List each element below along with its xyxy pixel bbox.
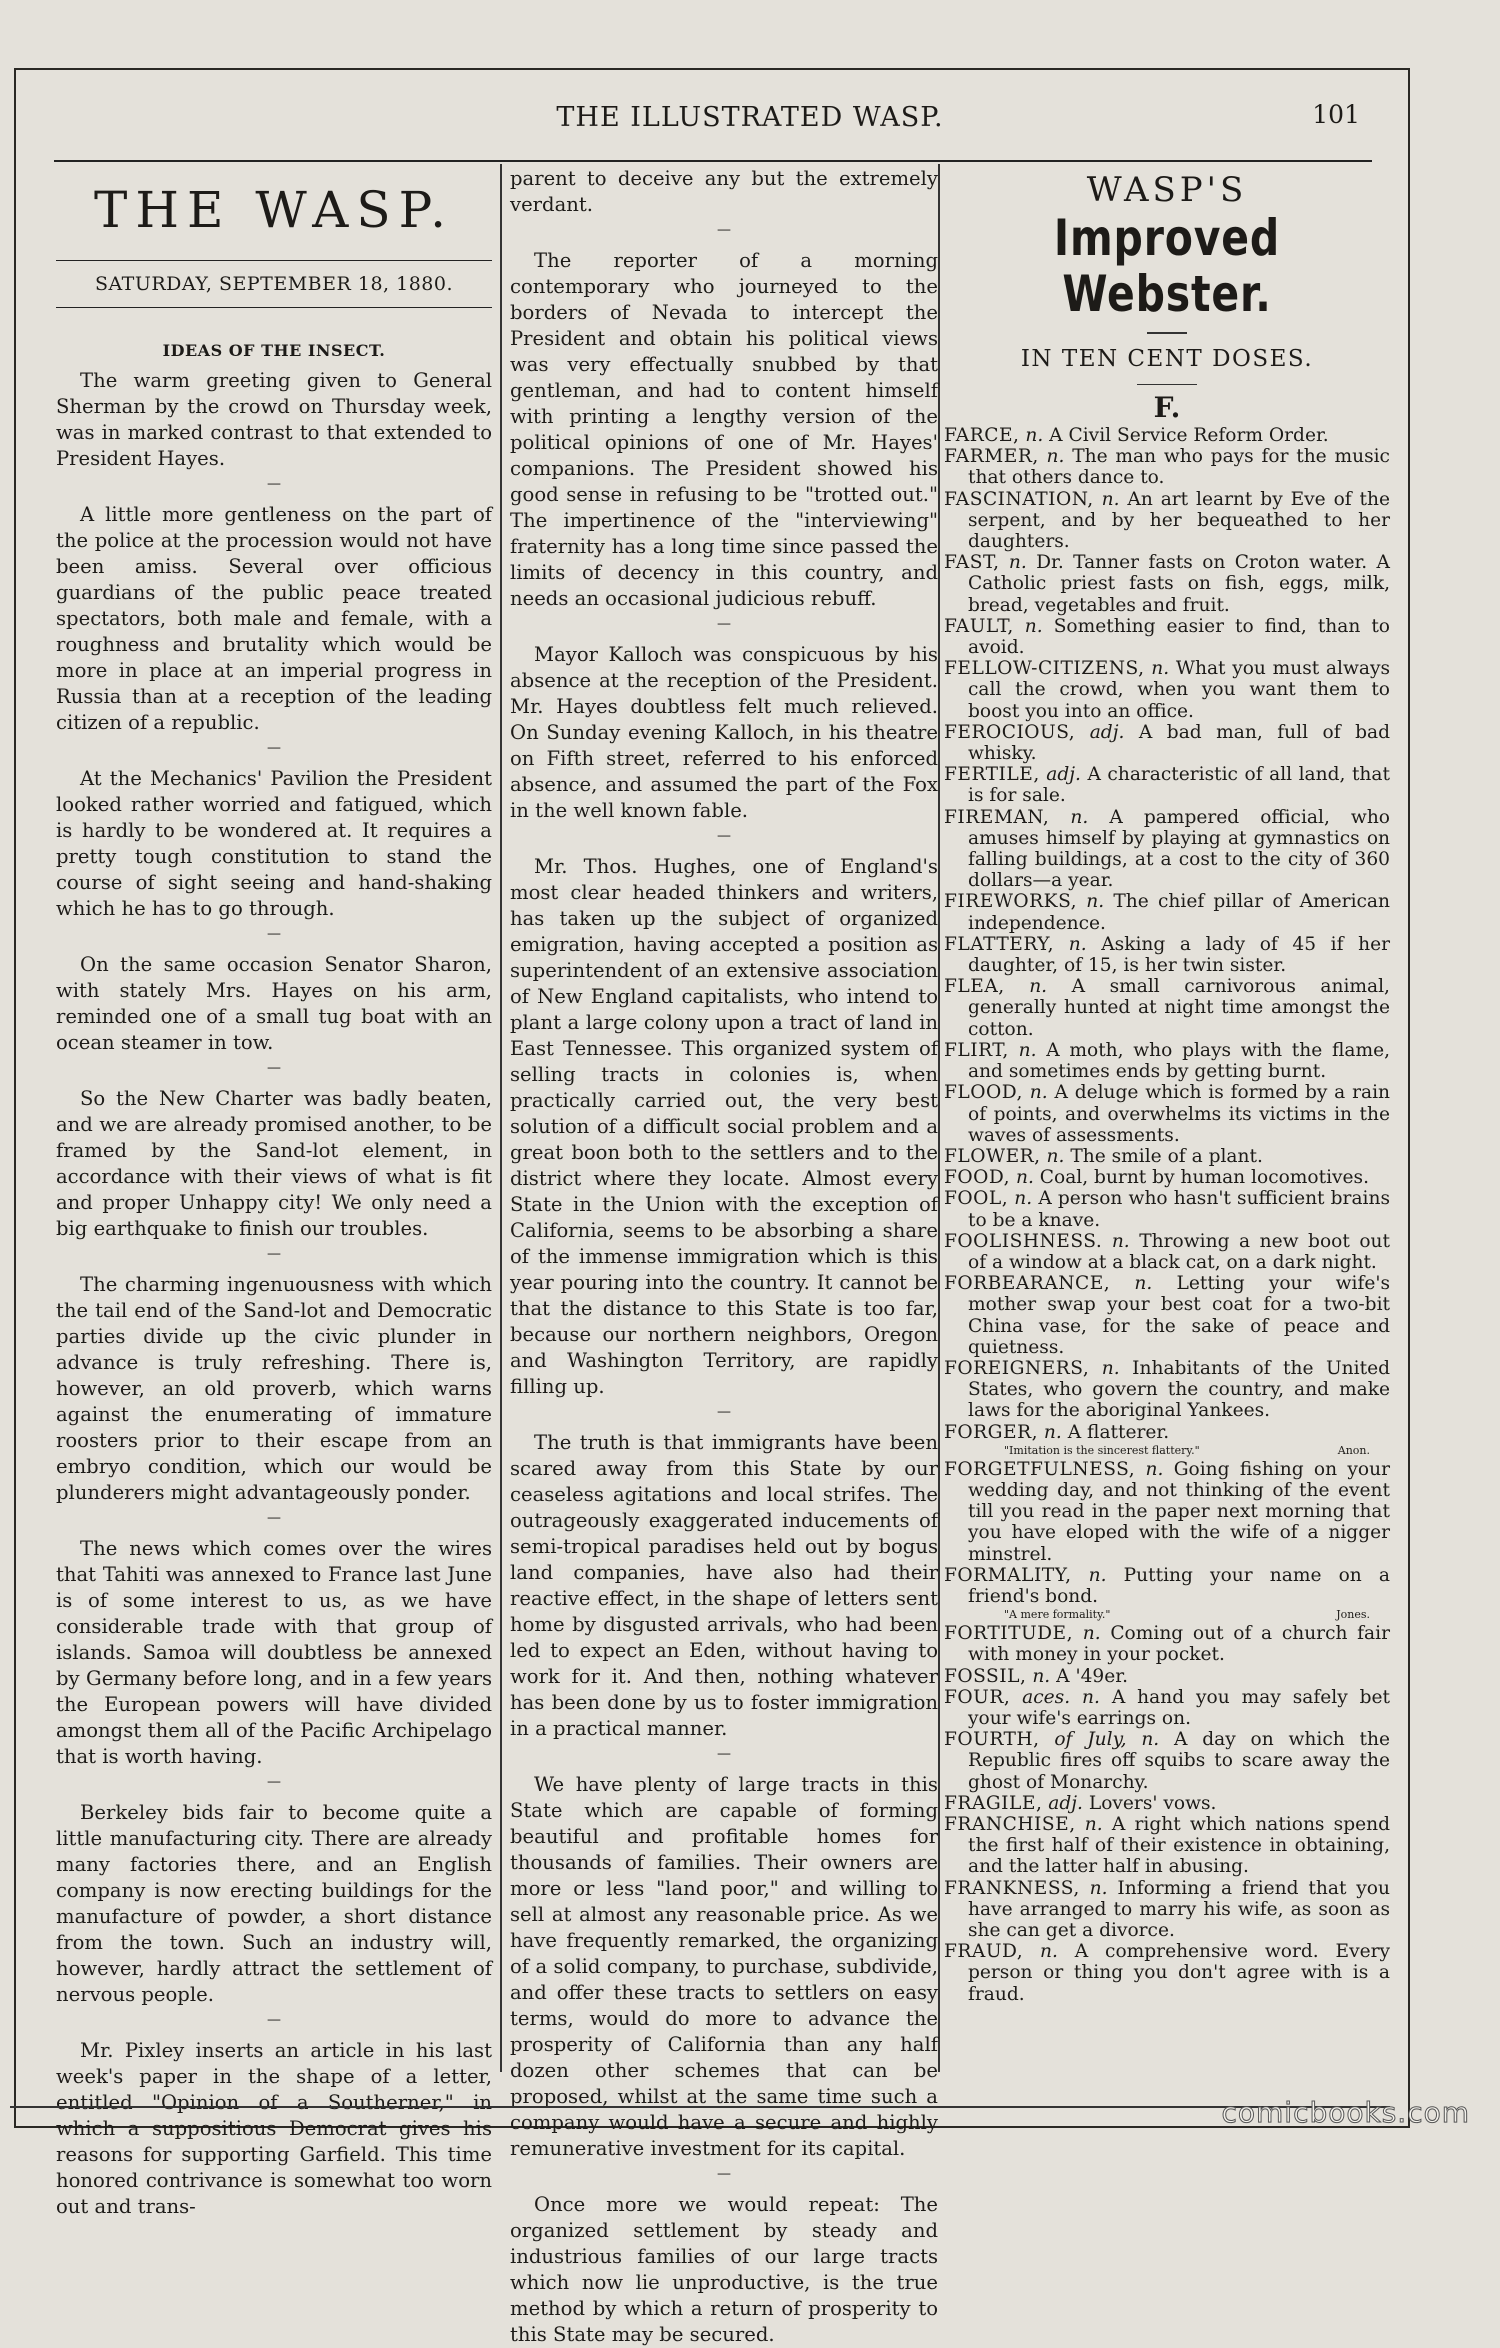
paragraph: On the same occasion Senator Sharon, with stately Mrs. Hayes on his arm, reminded one of a small tug boat with an ocean steamer in tow.: [56, 953, 492, 1054]
separator-dash: —: [267, 1060, 281, 1076]
entry-part-of-speech: n.: [1070, 806, 1089, 828]
separator-dash: —: [267, 476, 281, 492]
entry-headword: FORTITUDE,: [944, 1623, 1074, 1645]
paragraph: The truth is that immigrants have been scared away from this State by our ceaseless agitations and local strifes. The outrageously exaggerated inducements of semi-tropical paradises held out by bogus land companies, have also had their reactive effect, in the shape of letters sent home by disgusted arrivals, who had been led to expect an Eden, without having to work for it. And then, nothing whatever has been done by us to foster immigration in a practical manner.: [510, 1431, 938, 1740]
paragraph: Berkeley bids fair to become quite a little manufacturing city. There are already many factories there, and an English company is now erecting buildings for the manufacture of powder, a short distance from the town. Such an industry will, however, hardly attract the settlement of nervous people.: [56, 1801, 492, 2006]
entry-part-of-speech: adj.: [1048, 1792, 1083, 1814]
page-number: 101: [1312, 100, 1360, 129]
dictionary-entry: [944, 722, 1390, 764]
entry-part-of-speech: n.: [1029, 976, 1048, 998]
header-rule: [54, 160, 1372, 162]
dictionary-entry: [944, 1422, 1390, 1443]
dictionary-entry: [944, 1941, 1390, 2005]
separator-dash: —: [267, 1510, 281, 1526]
dictionary-entries: [944, 425, 1390, 2005]
entry-part-of-speech: n.: [1151, 658, 1170, 680]
entry-headword: FAST,: [944, 552, 1000, 574]
dictionary-entry: [944, 1040, 1390, 1082]
entry-definition: Coal, burnt by human locomotives.: [1039, 1167, 1370, 1189]
entry-quote: [944, 1443, 1390, 1459]
entry-definition: What you must always call the crowd, when you want them to boost you into an office.: [968, 658, 1390, 722]
section-heading: IDEAS OF THE INSECT.: [162, 341, 386, 360]
separator-dash: —: [267, 926, 281, 942]
entry-definition: A hand you may safely bet your wife's earrings on.: [968, 1686, 1390, 1729]
paragraph: parent to deceive any but the extremely verdant.: [510, 167, 938, 216]
entry-part-of-speech: n.: [1043, 1421, 1062, 1443]
dictionary-entry: [944, 1188, 1390, 1230]
dictionary-entry: [944, 1459, 1390, 1565]
webster-title: WASP'S: [1086, 170, 1248, 210]
webster-rule: [1147, 332, 1187, 334]
entry-quote: [944, 1607, 1390, 1623]
entry-part-of-speech: adj.: [1089, 721, 1125, 743]
entry-definition: Putting your name on a friend's bond.: [968, 1564, 1390, 1607]
watermark: comicbooks.com: [1221, 2096, 1470, 2129]
dictionary-entry: [944, 934, 1390, 976]
entry-headword: FOURTH,: [944, 1729, 1040, 1751]
entry-definition: Throwing a new boot out of a window at a black cat, on a dark night.: [968, 1230, 1390, 1273]
separator-dash: —: [267, 1774, 281, 1790]
separator-dash: —: [717, 2166, 731, 2182]
entry-headword: FRANCHISE,: [944, 1814, 1076, 1835]
dateline: SATURDAY, SEPTEMBER 18, 1880.: [56, 260, 492, 308]
dictionary-entry: [944, 1687, 1390, 1729]
separator-dash: —: [717, 222, 731, 238]
entry-definition: Coming out of a church fair with money in your pocket.: [968, 1623, 1390, 1666]
quote-attribution: Jones.: [1336, 1608, 1370, 1622]
entry-definition: The chief pillar of American independence.: [968, 891, 1390, 934]
right-column: [944, 166, 1390, 2005]
entry-definition: An art learnt by Eve of the serpent, and by her bequeathed to her daughters.: [968, 488, 1390, 553]
entry-definition: A characteristic of all land, that is for sale.: [968, 764, 1390, 807]
paragraph: So the New Charter was badly beaten, and we are already promised another, to be framed by the Sand-lot element, in accordance with their views of what is fit and proper Unhappy city! We only need a big earthquake to finish our troubles.: [56, 1087, 492, 1240]
dictionary-entry: [944, 1729, 1390, 1793]
entry-headword: FOOL,: [944, 1188, 1009, 1210]
entry-definition: A flatterer.: [1067, 1421, 1170, 1443]
entry-definition: A pampered official, who amuses himself by playing at gymnastics on falling buildings, at a cost to the city of 360 dollars—a year.: [968, 806, 1391, 892]
entry-headword: FORGER,: [944, 1421, 1038, 1443]
entry-part-of-speech: n.: [1068, 933, 1087, 955]
entry-headword: FRAUD,: [944, 1941, 1024, 1963]
entry-headword: FLIRT,: [944, 1039, 1009, 1061]
middle-paragraphs: [510, 166, 938, 2348]
entry-definition: A right which nations spend the first half of their existence in obtaining, and the latter half in abusing.: [968, 1814, 1390, 1878]
entry-headword: FOREIGNERS,: [944, 1357, 1090, 1379]
entry-headword: FOOD,: [944, 1167, 1011, 1189]
dictionary-entry: [944, 891, 1390, 933]
webster-doses: IN TEN CENT DOSES.: [1020, 346, 1314, 372]
entry-headword: FLATTERY,: [944, 933, 1055, 955]
entry-part-of-speech: n.: [1089, 1877, 1108, 1899]
entry-headword: FORGETFULNESS,: [944, 1458, 1136, 1480]
entry-part-of-speech: n.: [1082, 1623, 1101, 1645]
dictionary-entry: [944, 1231, 1390, 1273]
column-rule-2: [938, 164, 940, 2072]
entry-definition: A person who hasn't sufficient brains to be a knave.: [968, 1188, 1390, 1231]
separator-dash: —: [267, 740, 281, 756]
entry-definition: A moth, who plays with the flame, and sometimes ends by getting burnt.: [968, 1039, 1391, 1083]
entry-part-of-speech: n.: [1040, 1941, 1058, 1963]
entry-definition: Dr. Tanner fasts on Croton water. A Catholic priest fasts on fish, eggs, milk, bread, vegetables and fruit.: [968, 552, 1390, 616]
webster-rule-2: [1137, 384, 1197, 385]
entry-headword: FIREMAN,: [944, 806, 1050, 828]
entry-part-of-speech: n.: [1025, 425, 1044, 446]
entry-part-of-speech: n.: [1014, 1188, 1033, 1210]
entry-headword: FAULT,: [944, 615, 1014, 637]
entry-definition: A '49er.: [1056, 1665, 1129, 1687]
entry-headword: FOSSIL,: [944, 1665, 1027, 1687]
entry-headword: FARMER,: [944, 446, 1039, 468]
entry-headword: FRANKNESS,: [944, 1877, 1080, 1899]
dictionary-entry: [944, 552, 1390, 616]
entry-headword: FLOWER,: [944, 1145, 1041, 1167]
dictionary-entry: [944, 1793, 1390, 1814]
quote-text: "Imitation is the sincerest flattery.": [1004, 1443, 1200, 1457]
entry-part-of-speech: n.: [1046, 1145, 1065, 1167]
entry-headword: FORMALITY,: [944, 1564, 1072, 1586]
dictionary-entry: [944, 764, 1390, 806]
dictionary-entry: [944, 1358, 1390, 1422]
publication-title: THE ILLUSTRATED WASP.: [556, 102, 944, 133]
entry-definition: Something easier to find, than to avoid.: [968, 615, 1390, 659]
entry-part-of-speech: aces. n.: [1022, 1686, 1100, 1708]
entry-definition: Going fishing on your wedding day, and not thinking of the event till you read in the paper next morning that you have eloped with the wife of a nigger minstrel.: [968, 1458, 1390, 1565]
entry-definition: A bad man, full of bad whisky.: [968, 721, 1390, 765]
paragraph: We have plenty of large tracts in this State which are capable of forming beautiful and profitable homes for thousands of families. Their owners are more or less "land poor," and willing to sell at almost any reasonable price. As we have frequently remarked, the organizing of a solid company, to purchase, subdivide, and offer these tracts to settlers on easy terms, would do more to advance the prosperity of California than any half dozen other schemes that can be proposed, whilst at the same time such a company would have a secure and highly remunerative investment for its capital.: [510, 1773, 938, 2160]
paragraph: A little more gentleness on the part of the police at the procession would not have been amiss. Several over officious guardians of the public peace treated spectators, both male and female, with a roughness and brutality which would be more in place at an imperial progress in Russia than at a reception of the leading citizen of a republic.: [56, 503, 492, 734]
dictionary-entry: [944, 807, 1390, 892]
dictionary-entry: [944, 1273, 1390, 1358]
separator-dash: —: [717, 1746, 731, 1762]
paragraph: The charming ingenuousness with which the tail end of the Sand-lot and Democratic parties divide up the civic plunder in advance is truly refreshing. There is, however, an old proverb, which warns against the enumerating of immature roosters prior to their escape from an embryo condition, which our would be plunderers might advantageously ponder.: [56, 1273, 492, 1504]
entry-part-of-speech: of July, n.: [1054, 1729, 1160, 1751]
middle-column: [510, 166, 938, 2348]
entry-part-of-speech: n.: [1029, 1082, 1048, 1104]
entry-part-of-speech: n.: [1084, 1814, 1103, 1835]
dictionary-entry: [944, 1814, 1390, 1878]
entry-headword: FOOLISHNESS.: [944, 1230, 1103, 1252]
separator-dash: —: [267, 1246, 281, 1262]
dictionary-entry: [944, 425, 1390, 446]
entry-definition: Asking a lady of 45 if her daughter, of 15, is her twin sister.: [968, 933, 1390, 977]
entry-part-of-speech: n.: [1008, 552, 1027, 574]
entry-part-of-speech: n.: [1134, 1273, 1153, 1295]
entry-definition: The man who pays for the music that others dance to.: [968, 446, 1390, 489]
dictionary-entry: [944, 1666, 1390, 1687]
entry-definition: The smile of a plant.: [1070, 1145, 1263, 1167]
separator-dash: —: [717, 1404, 731, 1420]
running-header: [0, 100, 1500, 144]
entry-part-of-speech: n.: [1145, 1458, 1164, 1480]
dictionary-entry: [944, 616, 1390, 658]
dictionary-entry: [944, 489, 1390, 553]
paragraph: The reporter of a morning contemporary who journeyed to the borders of Nevada to intercept the President and obtain his political views was very effectually snubbed by that gentleman, and had to content himself with printing a lengthy version of the political opinions of one of Mr. Hayes' companions. The President showed his good sense in refusing to be "trotted out." The impertinence of the "interviewing" fraternity has a long time since passed the limits of decency in this country, and needs an occasional judicious rebuff.: [510, 249, 938, 610]
entry-part-of-speech: n.: [1032, 1665, 1051, 1687]
paper-title: THE WASP.: [93, 181, 454, 239]
entry-definition: A deluge which is formed by a rain of points, and overwhelms its victims in the waves of assessments.: [968, 1082, 1390, 1146]
entry-headword: FOUR,: [944, 1686, 1011, 1708]
dictionary-entry: [944, 1167, 1390, 1188]
entry-definition: A small carnivorous animal, generally hunted at night time amongst the cotton.: [968, 976, 1390, 1040]
entry-definition: Informing a friend that you have arranged to marry his wife, as soon as she can get a divorce.: [968, 1877, 1390, 1942]
paragraph: The warm greeting given to General Sherman by the crowd on Thursday week, was in marked contrast to that extended to President Hayes.: [56, 369, 492, 470]
entry-part-of-speech: adj.: [1046, 764, 1081, 786]
entry-part-of-speech: n.: [1024, 615, 1043, 637]
entry-definition: Inhabitants of the United States, who govern the country, and make laws for the aboriginal Yankees.: [968, 1357, 1390, 1422]
quote-text: "A mere formality.": [1004, 1608, 1111, 1622]
entry-part-of-speech: n.: [1018, 1039, 1037, 1061]
dictionary-entry: [944, 1623, 1390, 1665]
entry-headword: FLEA,: [944, 976, 1005, 998]
left-paragraphs: [56, 368, 492, 2220]
entry-part-of-speech: n.: [1101, 1357, 1120, 1379]
dictionary-entry: [944, 446, 1390, 488]
paragraph: Mr. Thos. Hughes, one of England's most clear headed thinkers and writers, has taken up the subject of organized emigration, having accepted a position as superintendent of an extensive association of New England capitalists, who intend to plant a large colony upon a tract of land in East Tennessee. This organized system of selling tracts in colonies is, when practically carried out, the very best solution of a difficult social problem and a great boon both to the settlers and to the district where they locate. Almost every State in the Union with the exception of California, seems to be absorbing a share of the immense immigration which is this year pouring into the country. It cannot be that the distance to this State is too far, because our northern neighbors, Oregon and Washington Territory, are rapidly filling up.: [510, 855, 938, 1398]
entry-definition: Lovers' vows.: [1088, 1792, 1217, 1814]
entry-headword: FLOOD,: [944, 1082, 1023, 1104]
left-column: [56, 166, 492, 2220]
webster-letter: F.: [1153, 391, 1181, 424]
column-rule-1: [500, 164, 502, 2072]
entry-definition: A comprehensive word. Every person or thing you don't agree with is a fraud.: [968, 1941, 1390, 2005]
entry-headword: FEROCIOUS,: [944, 721, 1076, 743]
dictionary-entry: [944, 658, 1390, 722]
entry-part-of-speech: n.: [1088, 1564, 1107, 1586]
entry-part-of-speech: n.: [1046, 446, 1065, 468]
entry-headword: FORBEARANCE,: [944, 1273, 1111, 1295]
separator-dash: —: [717, 616, 731, 632]
entry-definition: Letting your wife's mother swap your best coat for a two-bit China vase, for the sake of peace and quietness.: [968, 1273, 1390, 1358]
entry-headword: FARCE,: [944, 425, 1020, 446]
entry-headword: FIREWORKS,: [944, 891, 1078, 913]
dictionary-entry: [944, 1878, 1390, 1942]
entry-definition: A Civil Service Reform Order.: [1049, 425, 1329, 446]
dictionary-entry: [944, 1082, 1390, 1146]
entry-headword: FASCINATION,: [944, 488, 1094, 510]
entry-headword: FERTILE,: [944, 764, 1040, 786]
entry-part-of-speech: n.: [1086, 891, 1105, 913]
separator-dash: —: [717, 828, 731, 844]
dictionary-entry: [944, 1146, 1390, 1167]
entry-part-of-speech: n.: [1111, 1230, 1130, 1252]
dictionary-entry: [944, 976, 1390, 1040]
paragraph: At the Mechanics' Pavilion the President looked rather worried and fatigued, which is hardly to be wondered at. It requires a pretty tough constitution to stand the course of sight seeing and hand-shaking which he has to go through.: [56, 767, 492, 920]
webster-subtitle: Improved Webster.: [1053, 209, 1281, 323]
entry-headword: FELLOW-CITIZENS,: [944, 658, 1145, 680]
entry-part-of-speech: n.: [1101, 488, 1120, 510]
paragraph: Once more we would repeat: The organized settlement by steady and industrious families of our large tracts which now lie unproductive, is the true method by which a return of prosperity to this State may be secured.: [510, 2193, 938, 2346]
entry-definition: A day on which the Republic fires off squibs to scare away the ghost of Monarchy.: [968, 1729, 1390, 1793]
footer-rule: [10, 2106, 1390, 2108]
paragraph: Mayor Kalloch was conspicuous by his absence at the reception of the President. Mr. Hayes doubtless felt much relieved. On Sunday evening Kalloch, in his theatre on Fifth street, referred to his enforced absence, and assumed the part of the Fox in the well known fable.: [510, 643, 938, 822]
entry-part-of-speech: n.: [1015, 1167, 1034, 1189]
separator-dash: —: [267, 2012, 281, 2028]
entry-headword: FRAGILE,: [944, 1792, 1043, 1814]
dictionary-entry: [944, 1565, 1390, 1607]
paragraph: The news which comes over the wires that Tahiti was annexed to France last June is of some interest to us, as we have considerable trade with that group of islands. Samoa will doubtless be annexed by Germany before long, and in a few years the European powers will have divided amongst them all of the Pacific Archipelago that is worth having.: [56, 1537, 492, 1768]
quote-attribution: Anon.: [1337, 1443, 1370, 1457]
paragraph: Mr. Pixley inserts an article in his last week's paper in the shape of a letter, entitled "Opinion of a Southerner," in which a suppositious Democrat gives his reasons for supporting Garfield. This time honored contrivance is somewhat too worn out and trans-: [56, 2039, 492, 2218]
